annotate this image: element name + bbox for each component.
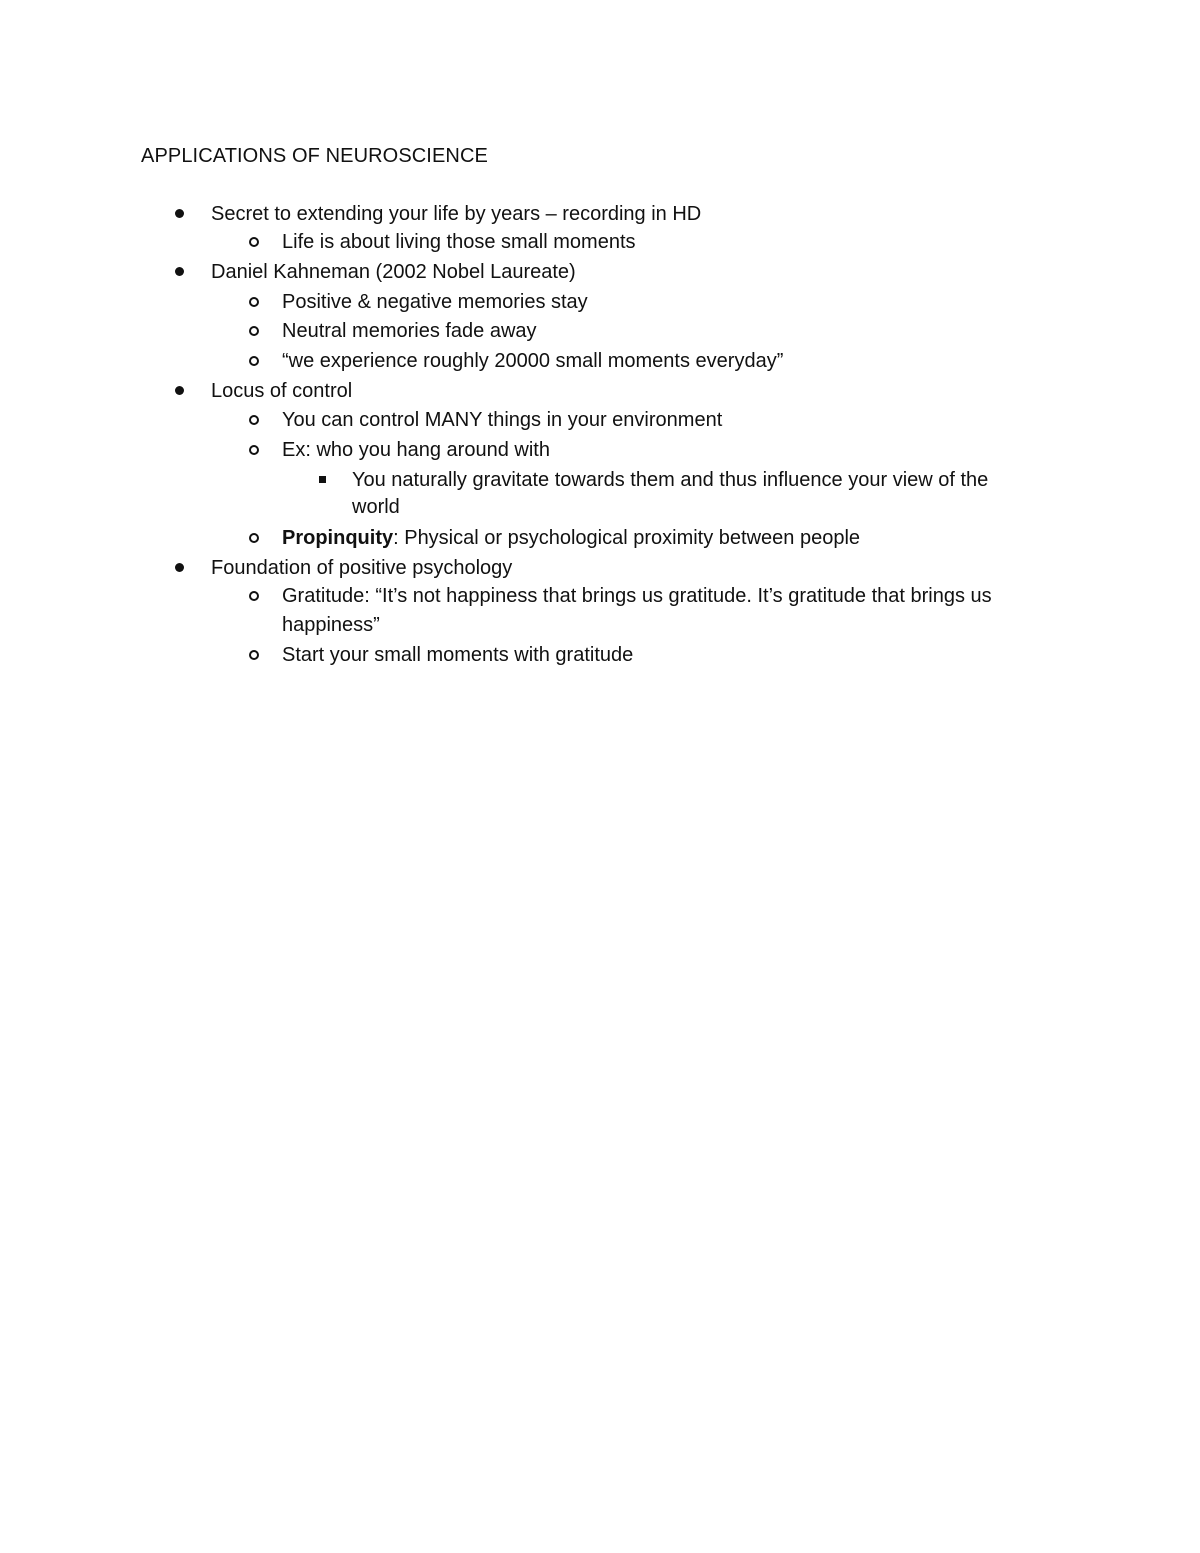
bullet-square-icon <box>319 476 326 483</box>
bullet-disc-icon <box>175 267 184 276</box>
list-item-continuation: world <box>352 496 400 518</box>
list-item: Secret to extending your life by years – recording in HD <box>211 203 702 225</box>
list-item: Ex: who you hang around with <box>282 439 550 461</box>
term-propinquity: Propinquity <box>282 527 394 549</box>
bullet-circle-icon <box>249 591 259 601</box>
bullet-disc-icon <box>175 563 184 572</box>
bullet-circle-icon <box>249 445 259 455</box>
bullet-circle-icon <box>249 533 259 543</box>
list-item: Daniel Kahneman (2002 Nobel Laureate) <box>211 261 576 283</box>
bullet-circle-icon <box>249 356 259 366</box>
list-item: Neutral memories fade away <box>282 320 537 342</box>
list-item: Gratitude: “It’s not happiness that brings us gratitude. It’s gratitude that brings us <box>282 585 992 607</box>
bullet-disc-icon <box>175 386 184 395</box>
list-item: You can control MANY things in your environment <box>282 409 723 431</box>
bullet-circle-icon <box>249 326 259 336</box>
list-item: Life is about living those small moments <box>282 231 636 253</box>
bullet-circle-icon <box>249 297 259 307</box>
list-item: Positive & negative memories stay <box>282 291 588 313</box>
bullet-circle-icon <box>249 237 259 247</box>
list-item: “we experience roughly 20000 small moments everyday” <box>282 350 784 372</box>
bullet-circle-icon <box>249 650 259 660</box>
list-item: Locus of control <box>211 380 353 402</box>
list-item <box>282 525 860 551</box>
definition-text: : Physical or psychological proximity between people <box>393 527 861 549</box>
list-item: Foundation of positive psychology <box>211 557 513 579</box>
list-item-continuation: happiness” <box>282 614 380 636</box>
document-title: APPLICATIONS OF NEUROSCIENCE <box>141 145 488 167</box>
bullet-circle-icon <box>249 415 259 425</box>
list-item: Start your small moments with gratitude <box>282 644 634 666</box>
list-item: You naturally gravitate towards them and thus influence your view of the <box>352 469 989 491</box>
bullet-disc-icon <box>175 209 184 218</box>
